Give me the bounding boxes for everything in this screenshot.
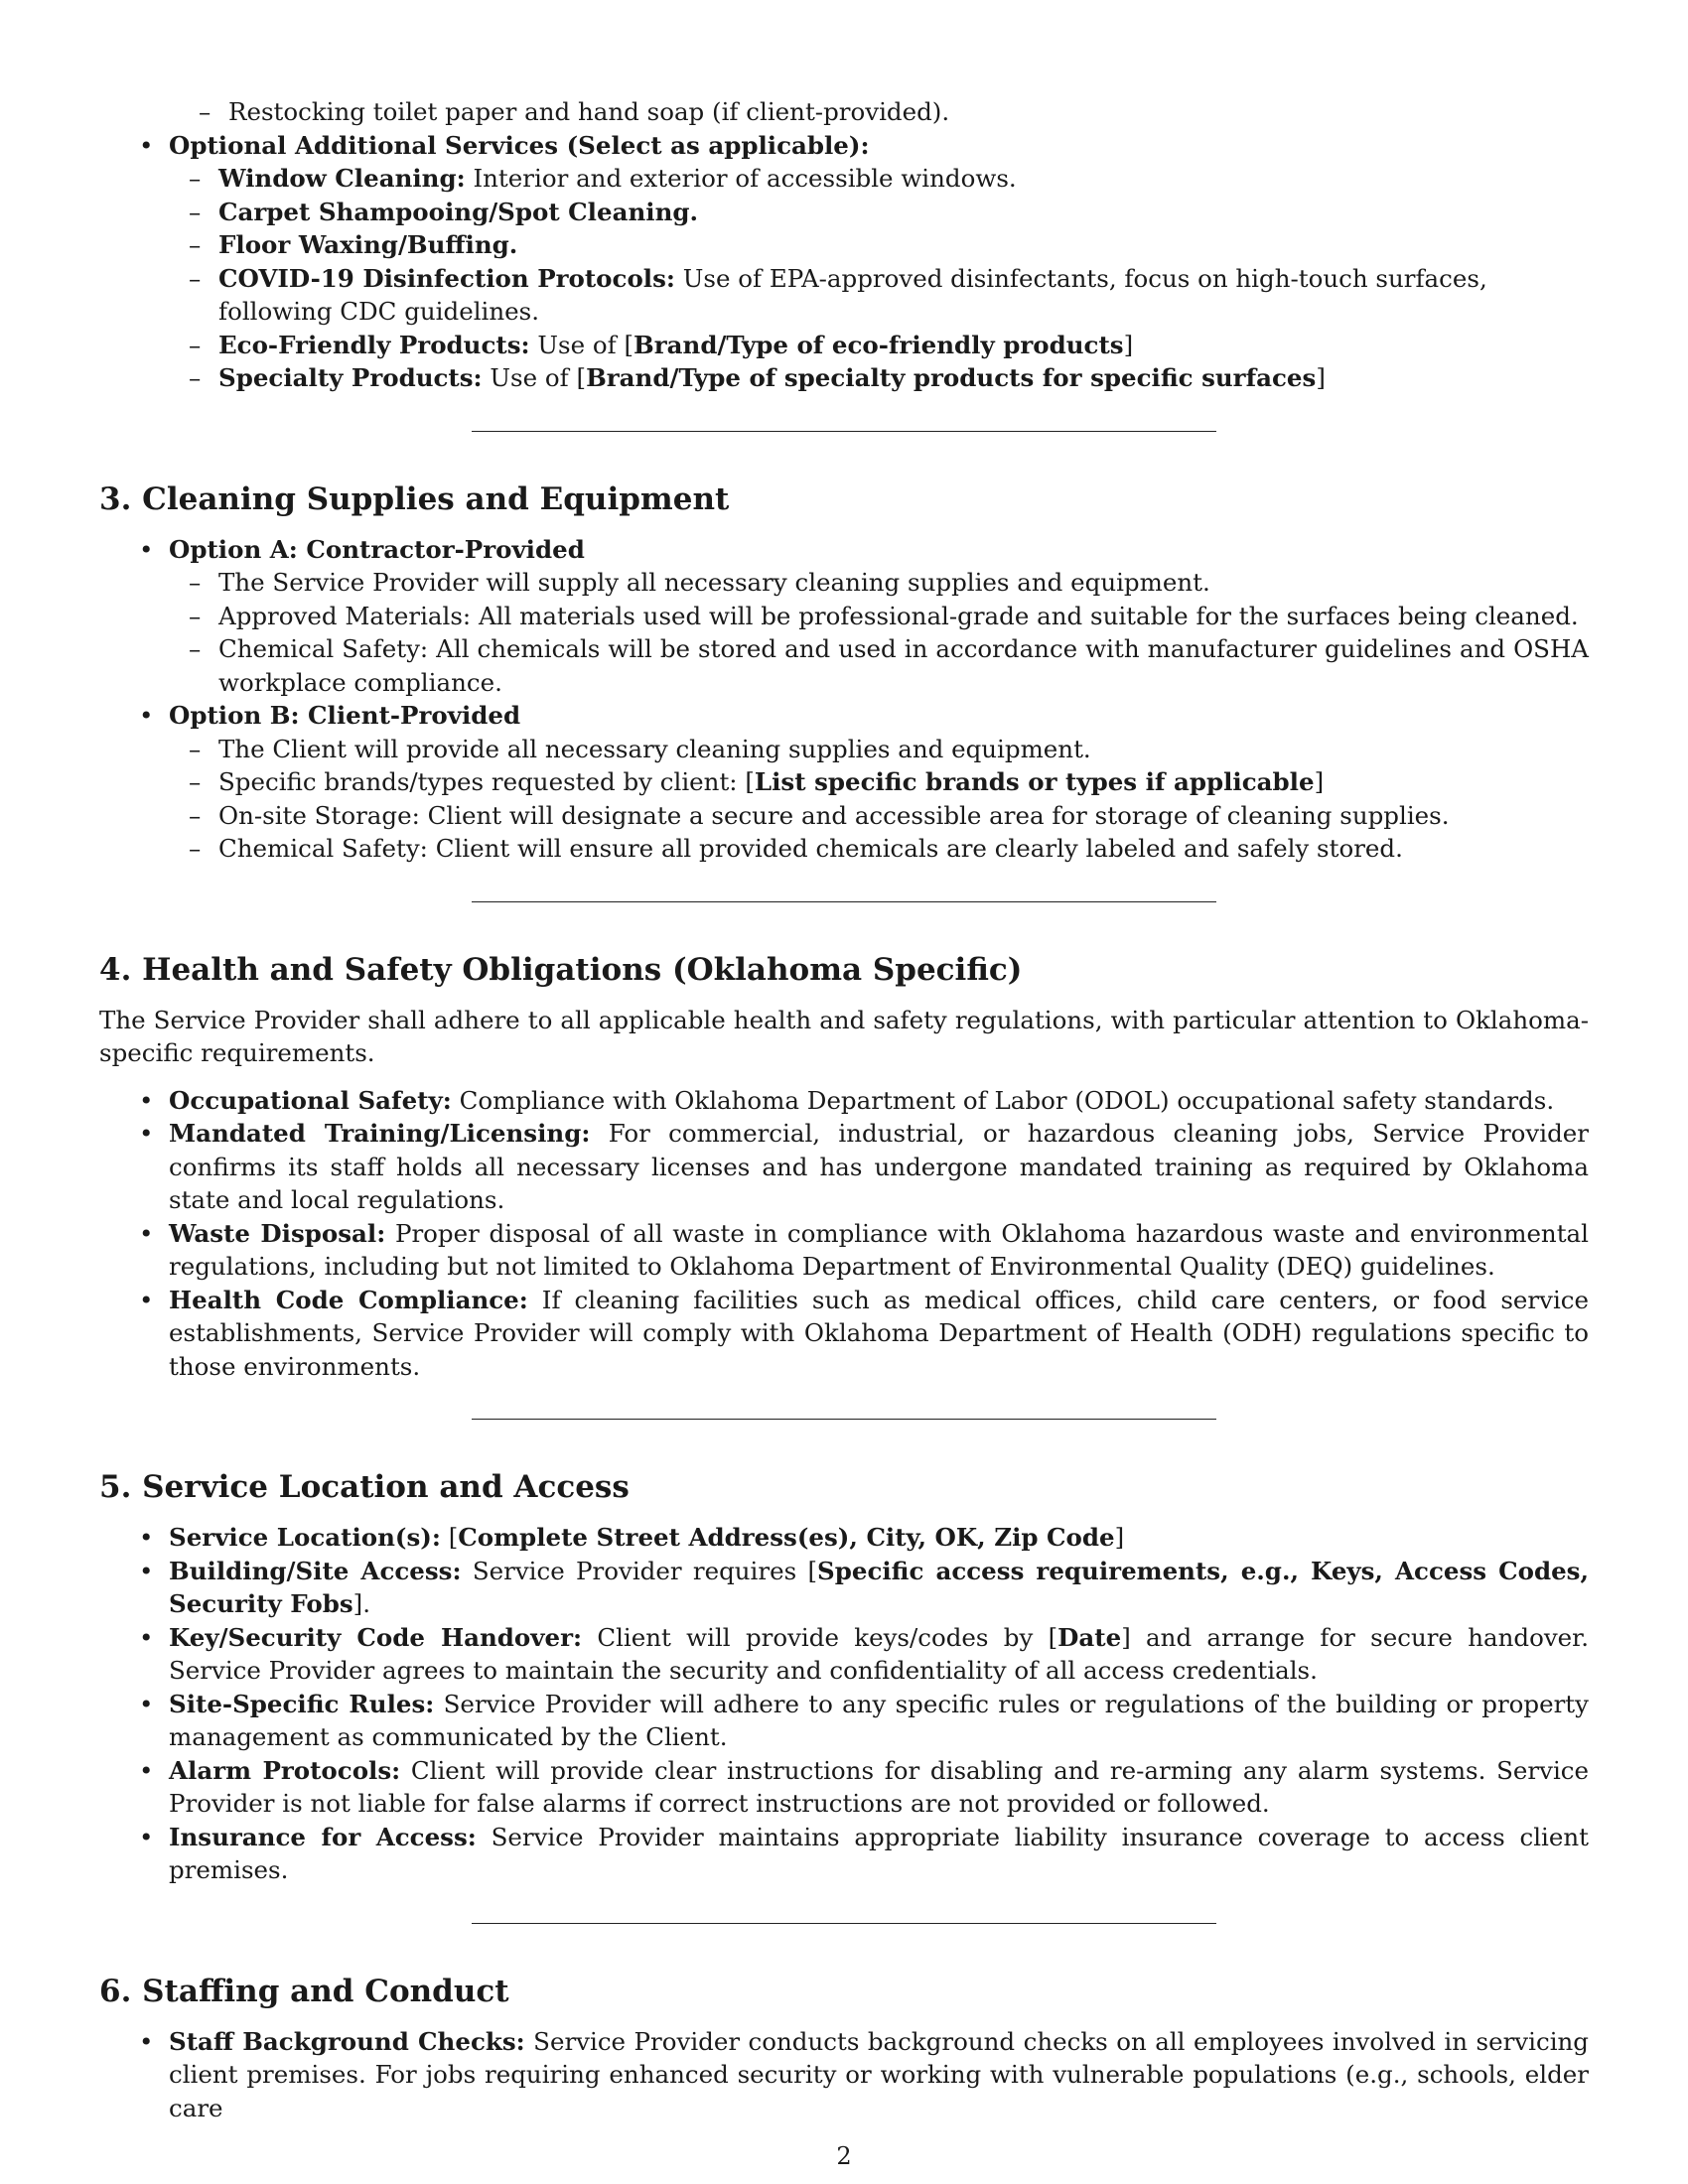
list-item: – Chemical Safety: All chemicals will be stored and used in accordance with manufacturer guidelines and OSHA workplace compliance. xyxy=(159,632,1589,699)
list-item: – Chemical Safety: Client will ensure all provided chemicals are clearly labeled and safely stored. xyxy=(159,832,1589,866)
section-divider xyxy=(472,1419,1216,1420)
list-item xyxy=(99,699,1589,866)
list-item: – Restocking toilet paper and hand soap (if client-provided). xyxy=(169,95,1589,129)
list-item: • Insurance for Access: Service Provider maintains appropriate liability insurance coverage to access client premises. xyxy=(99,1821,1589,1887)
list-item: • Mandated Training/Licensing: For commercial, industrial, or hazardous cleaning jobs, Service Provider confirms its staff holds all necessary licenses and has undergone mandated training as required by Oklahoma state and local regulations. xyxy=(99,1117,1589,1217)
optional-services-list xyxy=(99,129,1589,395)
list-item: – Floor Waxing/Buffing. xyxy=(159,228,1589,262)
list-item: – The Client will provide all necessary cleaning supplies and equipment. xyxy=(159,733,1589,766)
restock-list xyxy=(169,95,1589,129)
list-item: • Waste Disposal: Proper disposal of all waste in compliance with Oklahoma hazardous waste and environmental regulations, including but not limited to Oklahoma Department of Environmental Quality (DEQ) guidelines. xyxy=(99,1217,1589,1284)
list-item: • Staff Background Checks: Service Provider conducts background checks on all employees involved in servicing client premises. For jobs requiring enhanced security or working with vulnerable populations (e.g., schools, elder care xyxy=(99,2025,1589,2125)
optional-services-sublist xyxy=(159,162,1589,395)
document-page xyxy=(99,95,1589,2124)
optional-services-heading: Optional Additional Services (Select as applicable): xyxy=(169,130,870,160)
section-5-heading: 5. Service Location and Access xyxy=(99,1469,630,1505)
section-4-intro: The Service Provider shall adhere to all applicable health and safety regulations, with particular attention to Oklahoma-specific requirements. xyxy=(99,1005,1589,1067)
list-item: – On-site Storage: Client will designate a secure and accessible area for storage of cleaning supplies. xyxy=(159,799,1589,833)
section-divider xyxy=(472,431,1216,432)
page-number: 2 xyxy=(836,2142,852,2170)
location-access-list xyxy=(99,1521,1589,1887)
list-item: – Specialty Products: Use of [Brand/Type of specialty products for specific surfaces] xyxy=(159,361,1589,395)
supplies-list xyxy=(99,533,1589,866)
list-item: • Site-Specific Rules: Service Provider will adhere to any specific rules or regulations of the building or property management as communicated by the Client. xyxy=(99,1688,1589,1754)
section-divider xyxy=(472,1923,1216,1924)
list-item: • Key/Security Code Handover: Client will provide keys/codes by [Date] and arrange for secure handover. Service Provider agrees to maintain the security and confidentiality of all access credentials. xyxy=(99,1621,1589,1688)
section-3-heading: 3. Cleaning Supplies and Equipment xyxy=(99,480,730,517)
list-item: – The Service Provider will supply all necessary cleaning supplies and equipment. xyxy=(159,566,1589,600)
list-item: – Eco-Friendly Products: Use of [Brand/Type of eco-friendly products] xyxy=(159,329,1589,362)
section-6-heading: 6. Staffing and Conduct xyxy=(99,1973,509,2009)
list-item xyxy=(99,533,1589,700)
option-a-label: Option A: Contractor-Provided xyxy=(169,534,585,564)
list-item: • Building/Site Access: Service Provider requires [Specific access requirements, e.g., Keys, Access Codes, Security Fobs]. xyxy=(99,1555,1589,1621)
list-item: • Health Code Compliance: If cleaning facilities such as medical offices, child care centers, or food service establishments, Service Provider will comply with Oklahoma Department of Health (ODH) regulations specific to those environments. xyxy=(99,1284,1589,1384)
option-b-label: Option B: Client-Provided xyxy=(169,701,521,730)
list-item: • Occupational Safety: Compliance with Oklahoma Department of Labor (ODOL) occupational safety standards. xyxy=(99,1084,1589,1118)
list-item: – Window Cleaning: Interior and exterior of accessible windows. xyxy=(159,162,1589,196)
list-item: – Specific brands/types requested by client: [List specific brands or types if applicable] xyxy=(159,765,1589,799)
list-item: • Alarm Protocols: Client will provide clear instructions for disabling and re-arming any alarm systems. Service Provider is not liable for false alarms if correct instructions are not provided or followed. xyxy=(99,1754,1589,1821)
option-a-sublist xyxy=(159,566,1589,699)
list-item: – Carpet Shampooing/Spot Cleaning. xyxy=(159,196,1589,229)
list-item: – Approved Materials: All materials used will be professional-grade and suitable for the surfaces being cleaned. xyxy=(159,600,1589,633)
section-divider xyxy=(472,901,1216,902)
staffing-list xyxy=(99,2025,1589,2125)
list-item xyxy=(99,129,1589,395)
section-4-heading: 4. Health and Safety Obligations (Oklahoma Specific) xyxy=(99,951,1023,988)
health-safety-list xyxy=(99,1084,1589,1384)
list-item: – COVID-19 Disinfection Protocols: Use of EPA-approved disinfectants, focus on high-touch surfaces, following CDC guidelines. xyxy=(159,262,1589,329)
list-item: • Service Location(s): [Complete Street Address(es), City, OK, Zip Code] xyxy=(99,1521,1589,1555)
option-b-sublist xyxy=(159,733,1589,866)
